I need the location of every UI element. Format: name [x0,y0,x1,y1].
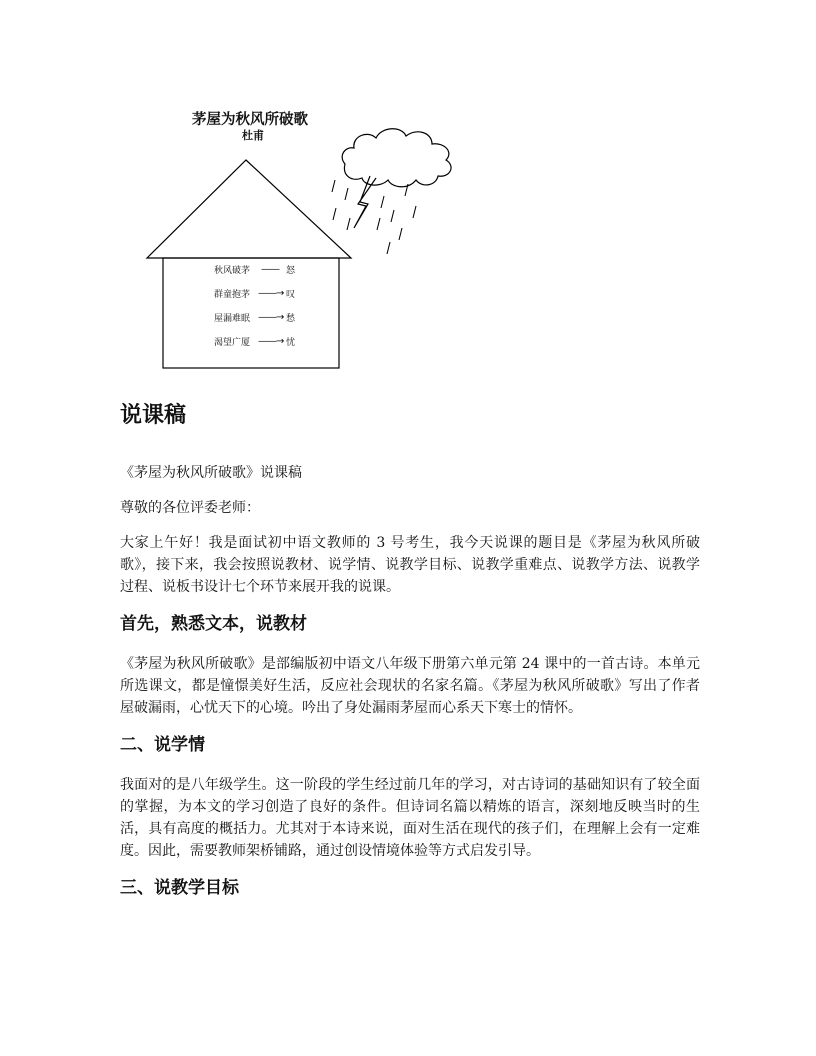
poem-title: 茅屋为秋风所破歌 [192,112,308,128]
section-heading: 二、说学情 [120,735,205,755]
house-line [214,286,324,300]
roof-shape [147,160,351,258]
document-subtitle: 《茅屋为秋风所破歌》说课稿 [120,465,302,481]
section-paragraph: 《茅屋为秋风所破歌》是部编版初中语文八年级下册第六单元第 24 课中的一首古诗。本单元所选课文，都是憧憬美好生活，反应社会现状的名家名篇。《茅屋为秋风所破歌》写出了作者屋破漏雨，心忧天下的心境。吟出了身处漏雨茅屋而心系天下寒士的情怀。 [120,656,700,716]
house-line-left: 渴望广厦 [214,337,251,348]
poem-author: 杜甫 [242,129,264,142]
section-heading: 三、说教学目标 [120,878,239,898]
rain-drops [332,180,416,254]
arrow-icon: ——→ [258,311,284,323]
arrow-icon: —— [261,263,279,275]
house-line [214,310,324,324]
document-body [120,396,700,917]
arrow-icon: ——→ [258,287,284,299]
lightning-icon [354,176,376,228]
greeting-paragraph: 尊敬的各位评委老师： [120,500,260,516]
house-text-list [214,262,324,358]
section-heading: 首先，熟悉文本，说教材 [120,614,307,634]
house-line-right: 怒 [286,265,296,276]
house-line-left: 屋漏难眠 [214,313,251,324]
page-title: 说课稿 [120,403,187,428]
house-line-left: 秋风破茅 [214,265,251,276]
house-line-right: 忧 [286,337,296,348]
section-paragraph: 我面对的是八年级学生。这一阶段的学生经过前几年的学习，对古诗词的基础知识有了较全面的掌握，为本文的学习创造了良好的条件。但诗词名篇以精炼的语言，深刻地反映当时的生活，具有高度的概括力。尤其对于本诗来说，面对生活在现代的孩子们，在理解上会有一定难度。因此，需要教师架桥铺路，通过创设情境体验等方式启发引导。 [120,777,700,859]
arrow-icon: ——→ [258,335,284,347]
house-line [214,334,324,348]
house-line-left: 群童抱茅 [214,289,251,300]
house-line-right: 叹 [286,289,296,300]
cloud-icon [342,129,451,187]
house-line [214,262,324,276]
intro-paragraph: 大家上午好！我是面试初中语文教师的 3 号考生，我今天说课的题目是《茅屋为秋风所破歌》，接下来，我会按照说教材、说学情、说教学目标、说教学重难点、说教学方法、说教学过程、说板书设计七个环节来展开我的说课。 [120,535,700,595]
house-line-right: 愁 [286,313,296,324]
